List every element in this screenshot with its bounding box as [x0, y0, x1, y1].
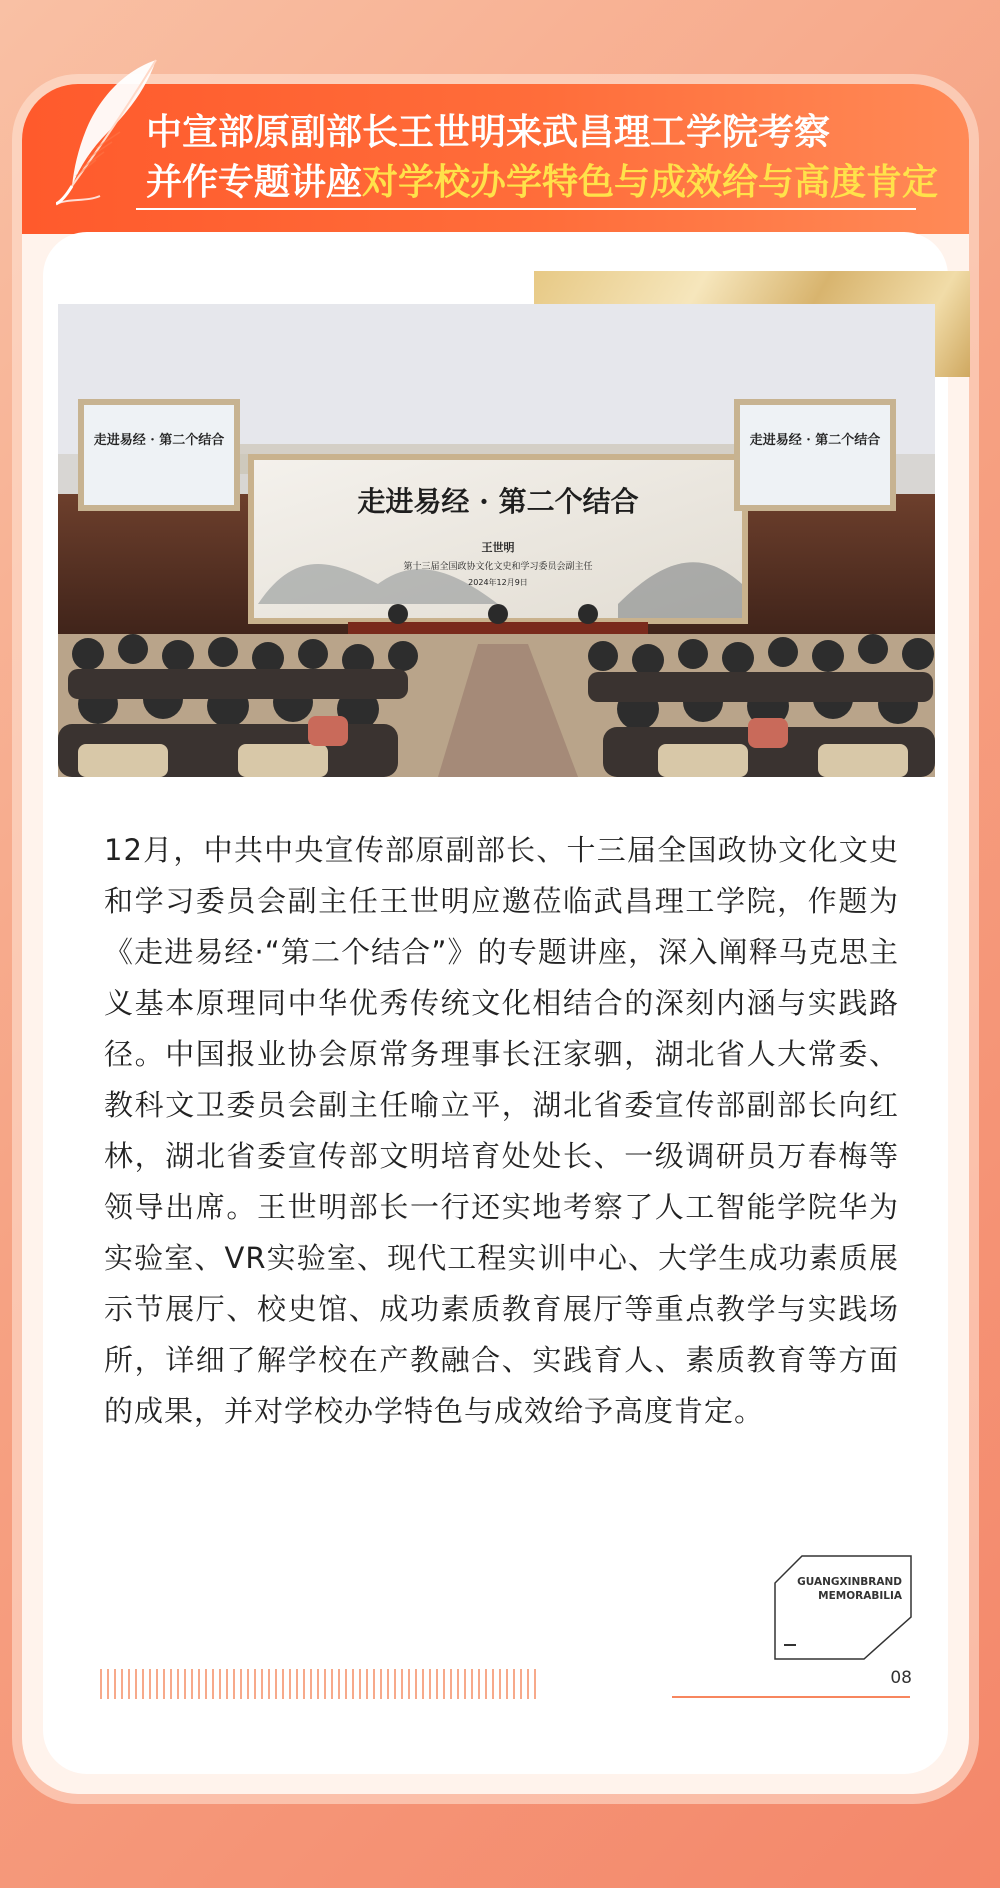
- brand-tag-outline-icon: [774, 1555, 912, 1660]
- right-screen-title: 走进易经 · 第二个结合: [749, 433, 881, 448]
- brand-label: [778, 1575, 902, 1603]
- title-underline: [136, 208, 916, 210]
- brand-line-2: MEMORABILIA: [818, 1590, 902, 1602]
- lecture-hall-photo: [58, 304, 935, 777]
- page-number: 08: [890, 1668, 912, 1688]
- article-body: 12月，中共中央宣传部原副部长、十三届全国政协文化文史和学习委员会副主任王世明应邀莅临武昌理工学院，作题为《走进易经·“第二个结合”》的专题讲座，深入阐释马克思主义基本原理同中华优秀传统文化相结合的深刻内涵与实践路径。中国报业协会原常务理事长汪家驷，湖北省人大常委、教科文卫委员会副主任喻立平，湖北省委宣传部副部长向红林，湖北省委宣传部文明培育处处长、一级调研员万春梅等领导出席。王世明部长一行还实地考察了人工智能学院华为实验室、VR实验室、现代工程实训中心、大学生成功素质展示节展厅、校史馆、成功素质教育展厅等重点教学与实践场所，详细了解学校在产教融合、实践育人、素质教育等方面的成果，并对学校办学特色与成效给予高度肯定。: [104, 833, 899, 1428]
- left-screen-title: 走进易经 · 第二个结合: [93, 433, 225, 448]
- title-line-1: 中宣部原副部长王世明来武昌理工学院考察: [146, 112, 831, 153]
- main-screen-date: 2024年12月9日: [468, 578, 528, 587]
- main-screen-speaker: 王世明: [481, 541, 515, 554]
- main-screen-role: 第十三届全国政协文化文史和学习委员会副主任: [403, 562, 593, 572]
- page-number-rule: [672, 1696, 910, 1698]
- brand-line-1: GUANGXINBRAND: [797, 1576, 902, 1588]
- title-line-2-highlight: 对学校办学特色与成效给与高度肯定: [362, 162, 939, 203]
- main-screen-title: 走进易经 · 第二个结合: [357, 485, 639, 518]
- title-line-2-white: 并作专题讲座: [146, 162, 363, 203]
- lecture-hall-illustration: [58, 304, 935, 777]
- page-title: [146, 108, 956, 208]
- decorative-stripes: [100, 1669, 538, 1699]
- title-line-2: [146, 158, 956, 208]
